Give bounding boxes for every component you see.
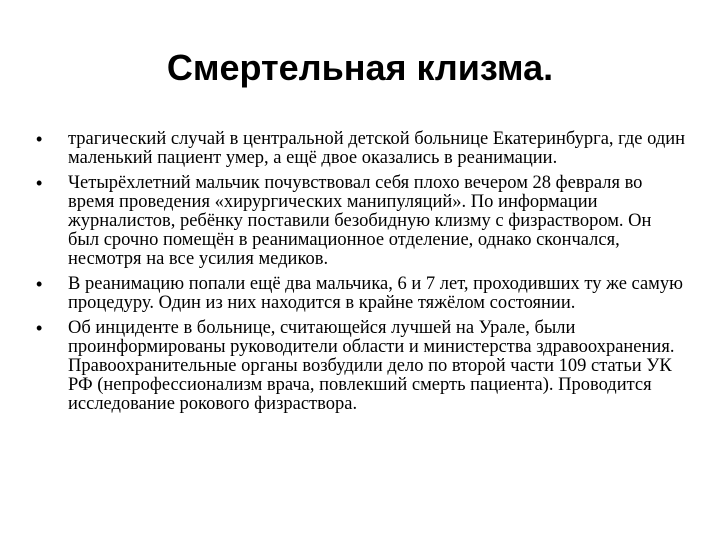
- list-item: [36, 174, 686, 269]
- bullet-icon: •: [36, 274, 43, 294]
- list-item: [36, 319, 686, 414]
- slide-title: Смертельная клизма.: [166, 47, 554, 89]
- list-item: [36, 130, 686, 168]
- bullet-text: Об инциденте в больнице, считающейся лучшей на Урале, были проинформированы руководители области и министерства здравоохранения. Правоохранительные органы возбудили дело по второй части 109 статьи УК РФ (непрофессионализм врача, повлекший смерть пациента). Проводится исследование рокового физраствора.: [68, 318, 675, 414]
- bullet-text: трагический случай в центральной детской больнице Екатеринбурга, где один маленький пациент умер, а ещё двое оказались в реанимации.: [68, 129, 686, 168]
- list-item: [36, 275, 686, 313]
- bullet-icon: •: [36, 173, 43, 193]
- bullet-icon: •: [36, 129, 43, 149]
- bullet-list: [36, 130, 686, 420]
- bullet-text: В реанимацию попали ещё два мальчика, 6 и 7 лет, проходивших ту же самую процедуру. Один из них находится в крайне тяжёлом состоянии.: [68, 274, 683, 313]
- bullet-icon: •: [36, 318, 43, 338]
- bullet-text: Четырёхлетний мальчик почувствовал себя плохо вечером 28 февраля во время проведения «хирургических манипуляций». По информации журналистов, ребёнку поставили безобидную клизму с физраствором. Он был срочно помещён в реанимационное отделение, однако скончался, несмотря на все усилия медиков.: [68, 173, 652, 269]
